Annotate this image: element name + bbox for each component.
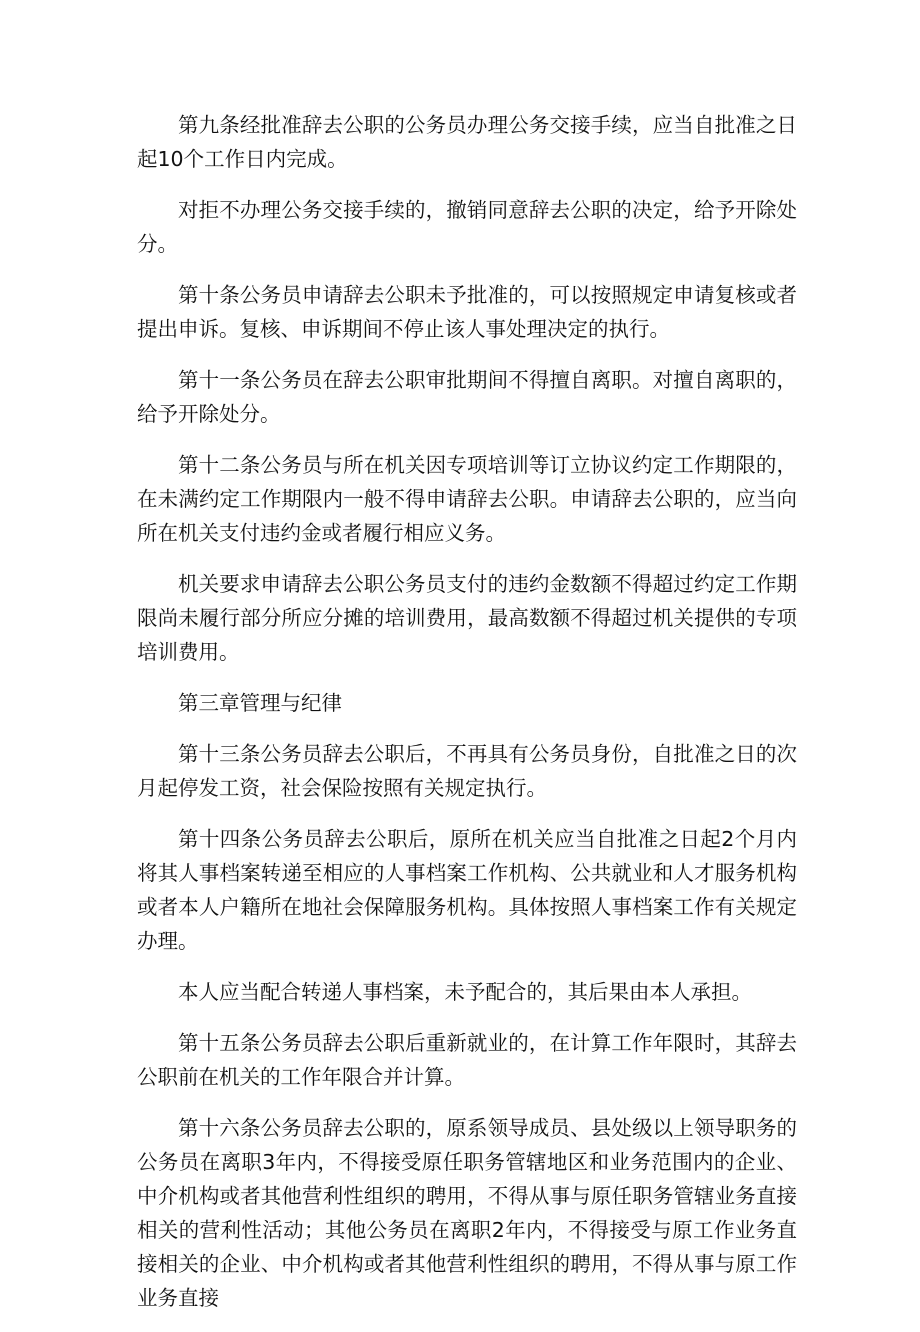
paragraph-archive-cooperation: 本人应当配合转递人事档案，未予配合的，其后果由本人承担。 xyxy=(178,980,752,1004)
document-body xyxy=(137,108,797,1332)
paragraph-penalty-amount: 机关要求申请辞去公职公务员支付的违约金数额不得超过约定工作期限尚未履行部分所应分摊的培训费用，最高数额不得超过机关提供的专项培训费用。 xyxy=(137,572,797,664)
paragraph-article-11: 第十一条公务员在辞去公职审批期间不得擅自离职。对擅自离职的，给予开除处分。 xyxy=(137,368,797,426)
paragraph-article-15: 第十五条公务员辞去公职后重新就业的，在计算工作年限时，其辞去公职前在机关的工作年限合并计算。 xyxy=(137,1031,797,1089)
paragraph-article-9: 第九条经批准辞去公职的公务员办理公务交接手续，应当自批准之日起10个工作日内完成。 xyxy=(137,113,797,171)
paragraph-article-12: 第十二条公务员与所在机关因专项培训等订立协议约定工作期限的，在未满约定工作期限内一般不得申请辞去公职。申请辞去公职的，应当向所在机关支付违约金或者履行相应义务。 xyxy=(137,453,797,545)
paragraph-refusal-handover: 对拒不办理公务交接手续的，撤销同意辞去公职的决定，给予开除处分。 xyxy=(137,198,797,256)
paragraph-article-13: 第十三条公务员辞去公职后，不再具有公务员身份，自批准之日的次月起停发工资，社会保险按照有关规定执行。 xyxy=(137,742,797,800)
paragraph-article-16: 第十六条公务员辞去公职的，原系领导成员、县处级以上领导职务的公务员在离职3年内，不得接受原任职务管辖地区和业务范围内的企业、中介机构或者其他营利性组织的聘用，不得从事与原任职务管辖业务直接相关的营利性活动；其他公务员在离职2年内，不得接受与原工作业务直接相关的企业、中介机构或者其他营利性组织的聘用，不得从事与原工作业务直接 xyxy=(137,1116,797,1310)
paragraph-article-10: 第十条公务员申请辞去公职未予批准的，可以按照规定申请复核或者提出申诉。复核、申诉期间不停止该人事处理决定的执行。 xyxy=(137,283,797,341)
chapter-heading-3: 第三章管理与纪律 xyxy=(178,691,342,715)
paragraph-article-14: 第十四条公务员辞去公职后，原所在机关应当自批准之日起2个月内将其人事档案转递至相应的人事档案工作机构、公共就业和人才服务机构或者本人户籍所在地社会保障服务机构。具体按照人事档案工作有关规定办理。 xyxy=(137,827,797,953)
